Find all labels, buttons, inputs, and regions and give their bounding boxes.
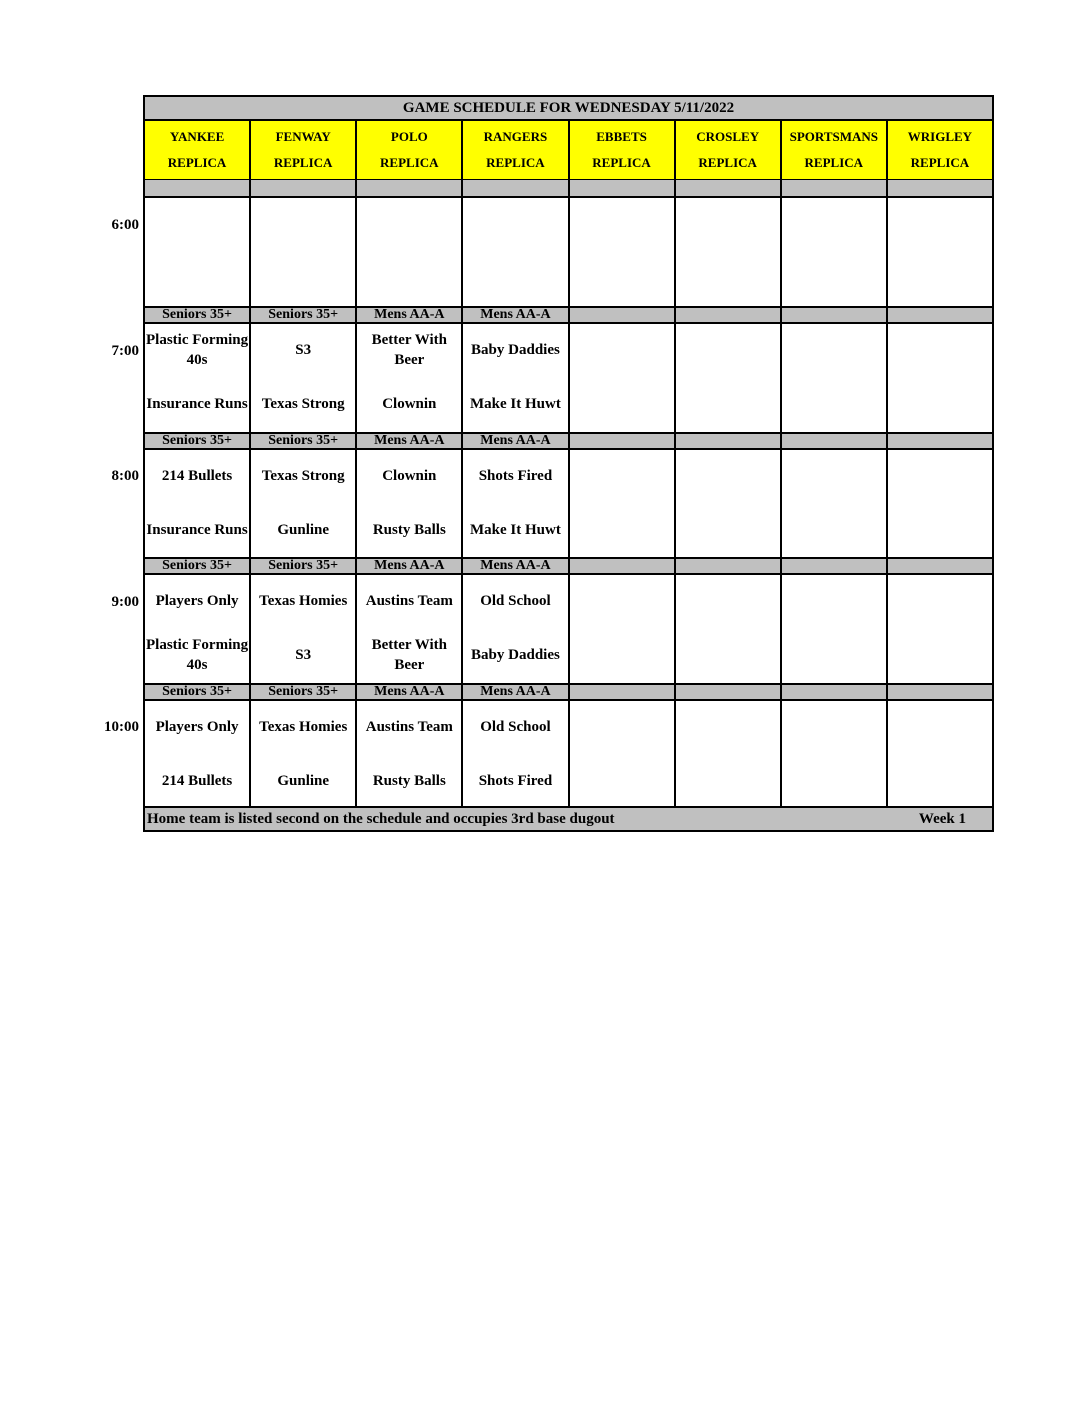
field-header-rangers — [463, 121, 569, 179]
home-team: Make It Huwt — [470, 396, 561, 412]
game-cell — [463, 701, 569, 809]
time-slot-row — [145, 575, 992, 683]
home-team: Shots Fired — [478, 773, 553, 789]
game-cell — [145, 575, 251, 683]
time-slot-row — [145, 701, 992, 809]
home-team — [888, 252, 992, 304]
home-team: S3 — [295, 647, 312, 663]
field-subtitle: REPLICA — [167, 155, 227, 170]
visiting-team: Old School — [480, 593, 551, 609]
field-name: SPORTSMANS — [789, 129, 879, 144]
home-team-note: Home team is listed second on the schedule and occupies 3rd base dugout — [147, 811, 615, 827]
division-label — [782, 685, 888, 699]
division-label: Seniors 35+ — [251, 685, 357, 699]
visiting-team — [570, 198, 674, 250]
home-team: Make It Huwt — [470, 522, 561, 538]
game-cell — [782, 701, 888, 809]
field-subtitle: REPLICA — [910, 155, 970, 170]
visiting-team: Players Only — [155, 719, 239, 735]
game-cell — [570, 198, 676, 306]
division-label: Mens AA-A — [357, 559, 463, 573]
game-cell — [145, 324, 251, 432]
division-label: Seniors 35+ — [251, 308, 357, 322]
field-subtitle: REPLICA — [804, 155, 864, 170]
division-label — [676, 685, 782, 699]
game-cell — [463, 198, 569, 306]
division-label: Seniors 35+ — [145, 434, 251, 448]
game-cell — [676, 575, 782, 683]
game-cell — [782, 198, 888, 306]
home-team: Insurance Runs — [146, 396, 248, 412]
division-label — [888, 559, 992, 573]
field-header-sportsmans — [782, 121, 888, 179]
time-slot-row — [145, 450, 992, 558]
visiting-team — [676, 450, 780, 502]
visiting-team — [782, 450, 886, 502]
field-header-ebbets — [570, 121, 676, 179]
division-label — [676, 308, 782, 322]
game-cell — [251, 450, 357, 558]
game-cell — [357, 450, 463, 558]
game-cell — [782, 575, 888, 683]
division-label: Mens AA-A — [357, 434, 463, 448]
home-team: Insurance Runs — [146, 522, 248, 538]
home-team: Baby Daddies — [471, 647, 560, 663]
visiting-team: Austins Team — [365, 719, 453, 735]
field-name: EBBETS — [596, 129, 647, 144]
game-cell — [570, 450, 676, 558]
field-name: CROSLEY — [696, 129, 760, 144]
time-slot-row — [145, 324, 992, 432]
game-cell — [357, 198, 463, 306]
visiting-team: Better With Beer — [371, 332, 448, 368]
division-row — [145, 557, 992, 575]
time-label: 7:00 — [111, 343, 139, 359]
home-team — [251, 252, 355, 304]
visiting-team: S3 — [295, 342, 312, 358]
home-team — [570, 504, 674, 556]
time-label: 10:00 — [104, 719, 139, 735]
field-subtitle: REPLICA — [486, 155, 545, 170]
visiting-team — [570, 324, 674, 376]
home-team — [570, 378, 674, 430]
home-team — [782, 252, 886, 304]
game-cell — [463, 324, 569, 432]
visiting-team — [782, 575, 886, 627]
game-cell — [463, 575, 569, 683]
field-name: YANKEE — [169, 129, 225, 144]
visiting-team — [676, 701, 780, 753]
division-label — [782, 308, 888, 322]
game-cell — [888, 198, 992, 306]
division-label: Mens AA-A — [463, 434, 569, 448]
division-label: Mens AA-A — [357, 685, 463, 699]
home-team — [463, 252, 567, 304]
game-cell — [570, 324, 676, 432]
home-team — [145, 252, 249, 304]
visiting-team — [888, 324, 992, 376]
visiting-team: Old School — [480, 719, 551, 735]
home-team — [676, 629, 780, 681]
home-team — [888, 629, 992, 681]
division-label: Seniors 35+ — [145, 559, 251, 573]
home-team — [570, 629, 674, 681]
visiting-team — [888, 701, 992, 753]
game-cell — [676, 198, 782, 306]
visiting-team — [782, 324, 886, 376]
game-cell — [782, 324, 888, 432]
game-cell — [888, 324, 992, 432]
home-team — [676, 252, 780, 304]
field-name: WRIGLEY — [907, 129, 973, 144]
home-team — [570, 755, 674, 807]
week-label: Week 1 — [918, 811, 966, 827]
visiting-team — [570, 701, 674, 753]
game-cell — [888, 575, 992, 683]
game-cell — [570, 575, 676, 683]
game-cell — [145, 450, 251, 558]
field-header-yankee — [145, 121, 251, 179]
game-cell — [357, 575, 463, 683]
game-cell — [888, 450, 992, 558]
home-team: 214 Bullets — [161, 773, 233, 789]
time-slot-row — [145, 198, 992, 306]
home-team: Better With Beer — [371, 637, 448, 673]
visiting-team: Baby Daddies — [471, 342, 560, 358]
home-team: Gunline — [277, 773, 330, 789]
division-label — [676, 434, 782, 448]
field-name: POLO — [390, 129, 428, 144]
home-team: Texas Strong — [261, 396, 345, 412]
division-label — [570, 308, 676, 322]
game-cell — [782, 450, 888, 558]
division-label — [782, 434, 888, 448]
field-header-polo — [357, 121, 463, 179]
home-team — [888, 378, 992, 430]
field-name: FENWAY — [275, 129, 331, 144]
visiting-team — [357, 198, 461, 250]
game-cell — [463, 450, 569, 558]
home-team — [570, 252, 674, 304]
visiting-team: Shots Fired — [478, 468, 553, 484]
field-header-crosley — [676, 121, 782, 179]
division-label — [782, 559, 888, 573]
game-cell — [676, 450, 782, 558]
division-label: Seniors 35+ — [145, 685, 251, 699]
home-team — [782, 504, 886, 556]
game-cell — [251, 575, 357, 683]
home-team: Rusty Balls — [372, 522, 446, 538]
division-label: Mens AA-A — [463, 308, 569, 322]
game-cell — [357, 324, 463, 432]
home-team: Clownin — [382, 396, 437, 412]
visiting-team — [782, 198, 886, 250]
game-schedule-table — [143, 95, 994, 832]
home-team — [888, 504, 992, 556]
visiting-team — [676, 575, 780, 627]
game-cell — [888, 701, 992, 809]
field-subtitle: REPLICA — [698, 155, 757, 170]
visiting-team — [676, 198, 780, 250]
division-label — [888, 685, 992, 699]
visiting-team: 214 Bullets — [161, 468, 233, 484]
header-spacer-row — [145, 180, 992, 198]
visiting-team: Clownin — [382, 468, 437, 484]
game-cell — [676, 324, 782, 432]
game-cell — [145, 701, 251, 809]
visiting-team: Texas Homies — [259, 593, 348, 609]
division-label: Seniors 35+ — [145, 308, 251, 322]
game-cell — [570, 701, 676, 809]
game-cell — [145, 198, 251, 306]
home-team — [782, 629, 886, 681]
visiting-team — [888, 198, 992, 250]
division-label — [676, 559, 782, 573]
division-label — [570, 434, 676, 448]
time-label: 8:00 — [111, 468, 139, 484]
division-label — [570, 559, 676, 573]
visiting-team: Austins Team — [365, 593, 453, 609]
visiting-team: Players Only — [155, 593, 239, 609]
home-team — [676, 504, 780, 556]
division-label — [888, 308, 992, 322]
time-label: 9:00 — [111, 594, 139, 610]
home-team: Rusty Balls — [372, 773, 446, 789]
visiting-team: Texas Homies — [259, 719, 348, 735]
visiting-team: Plastic Forming 40s — [146, 332, 249, 368]
visiting-team — [145, 198, 249, 250]
visiting-team: Texas Strong — [261, 468, 345, 484]
visiting-team — [463, 198, 567, 250]
home-team — [357, 252, 461, 304]
division-label: Mens AA-A — [357, 308, 463, 322]
field-header-wrigley — [888, 121, 992, 179]
division-row — [145, 306, 992, 324]
home-team — [782, 755, 886, 807]
schedule-footer — [145, 806, 992, 830]
visiting-team — [570, 450, 674, 502]
field-subtitle: REPLICA — [273, 155, 333, 170]
home-team: Plastic Forming 40s — [146, 637, 249, 673]
time-label: 6:00 — [111, 217, 139, 233]
field-subtitle: REPLICA — [380, 155, 439, 170]
home-team — [676, 378, 780, 430]
game-cell — [251, 324, 357, 432]
division-label: Mens AA-A — [463, 559, 569, 573]
division-label: Seniors 35+ — [251, 559, 357, 573]
division-row — [145, 683, 992, 701]
visiting-team — [782, 701, 886, 753]
schedule-title: GAME SCHEDULE FOR WEDNESDAY 5/11/2022 — [145, 97, 992, 121]
home-team — [782, 378, 886, 430]
division-label — [888, 434, 992, 448]
division-label: Seniors 35+ — [251, 434, 357, 448]
game-cell — [357, 701, 463, 809]
division-label — [570, 685, 676, 699]
field-subtitle: REPLICA — [592, 155, 651, 170]
visiting-team — [888, 450, 992, 502]
game-cell — [676, 701, 782, 809]
field-header-fenway — [251, 121, 357, 179]
field-name: RANGERS — [483, 129, 548, 144]
game-cell — [251, 701, 357, 809]
home-team — [676, 755, 780, 807]
game-cell — [251, 198, 357, 306]
visiting-team — [570, 575, 674, 627]
field-header-row — [145, 121, 992, 180]
home-team: Gunline — [277, 522, 330, 538]
visiting-team — [888, 575, 992, 627]
division-label: Mens AA-A — [463, 685, 569, 699]
visiting-team — [251, 198, 355, 250]
visiting-team — [676, 324, 780, 376]
home-team — [888, 755, 992, 807]
division-row — [145, 432, 992, 450]
